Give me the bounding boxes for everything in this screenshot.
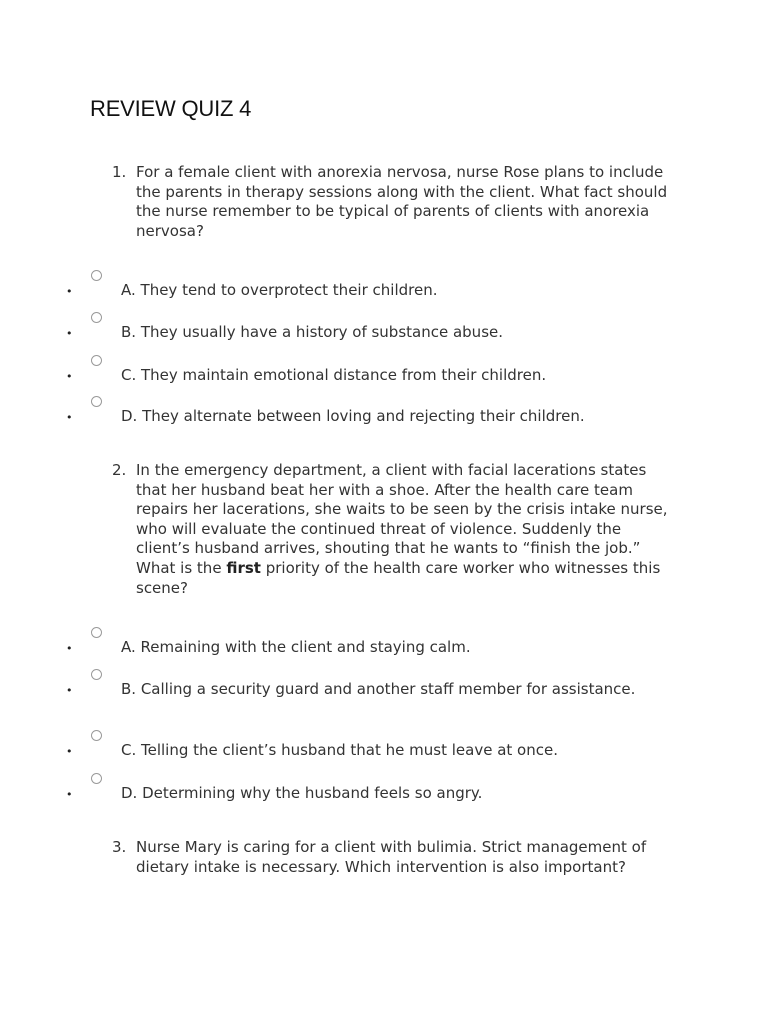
question-number: 1. <box>112 163 127 181</box>
question-text: For a female client with anorexia nervosa, nurse Rose plans to include the parents in therapy sessions along with the client. What fact should the nurse remember to be typical of parents of clients with anorexia nervosa? <box>136 163 668 240</box>
answer-option-1a[interactable] <box>60 281 700 300</box>
option-label: D. Determining why the husband feels so angry. <box>121 784 483 802</box>
bullet-icon: • <box>66 745 73 758</box>
question-text: Nurse Mary is caring for a client with bulimia. Strict management of dietary intake is necessary. Which intervention is also important? <box>136 838 647 876</box>
question-text-part: priority of the health care worker who witnesses this scene? <box>136 558 661 597</box>
radio-button-icon[interactable] <box>91 669 102 680</box>
option-label: B. They usually have a history of substance abuse. <box>121 323 504 341</box>
answer-option-1b[interactable] <box>60 323 700 342</box>
bullet-icon: • <box>66 642 73 655</box>
question-text-emphasis: first <box>226 558 261 577</box>
bullet-icon: • <box>66 370 73 383</box>
answer-option-2d[interactable] <box>60 784 700 803</box>
question-text-part: In the emergency department, a client with facial lacerations states that her husband beat her with a shoe. After the health care team repairs her lacerations, she waits to be seen by the crisis intake nurse, who will evaluate the continued threat of violence. Suddenly the client’s husband arrives, shouting that he wants to “finish the job.” What is the <box>136 461 668 577</box>
option-label: C. Telling the client’s husband that he must leave at once. <box>121 741 558 759</box>
radio-button-icon[interactable] <box>91 312 102 323</box>
bullet-icon: • <box>66 788 73 801</box>
page-title: REVIEW QUIZ 4 <box>90 96 252 121</box>
bullet-icon: • <box>66 285 73 298</box>
question-1 <box>112 163 672 241</box>
bullet-icon: • <box>66 327 73 340</box>
option-label: C. They maintain emotional distance from their children. <box>121 366 547 384</box>
question-number: 2. <box>112 461 127 479</box>
question-text <box>136 461 672 598</box>
option-label: A. Remaining with the client and staying calm. <box>121 638 471 656</box>
answer-option-1c[interactable] <box>60 366 700 385</box>
answer-option-1d[interactable] <box>60 407 700 426</box>
answer-option-2b[interactable] <box>60 680 700 699</box>
question-number: 3. <box>112 838 127 856</box>
answer-option-2a[interactable] <box>60 638 700 657</box>
radio-button-icon[interactable] <box>91 773 102 784</box>
question-2 <box>112 461 672 598</box>
option-label: D. They alternate between loving and rejecting their children. <box>121 407 585 425</box>
option-label: B. Calling a security guard and another staff member for assistance. <box>121 680 636 698</box>
radio-button-icon[interactable] <box>91 396 102 407</box>
bullet-icon: • <box>66 684 73 697</box>
radio-button-icon[interactable] <box>91 270 102 281</box>
question-3 <box>112 838 672 877</box>
answer-option-2c[interactable] <box>60 741 700 760</box>
option-label: A. They tend to overprotect their children. <box>121 281 438 299</box>
radio-button-icon[interactable] <box>91 730 102 741</box>
radio-button-icon[interactable] <box>91 355 102 366</box>
bullet-icon: • <box>66 411 73 424</box>
radio-button-icon[interactable] <box>91 627 102 638</box>
